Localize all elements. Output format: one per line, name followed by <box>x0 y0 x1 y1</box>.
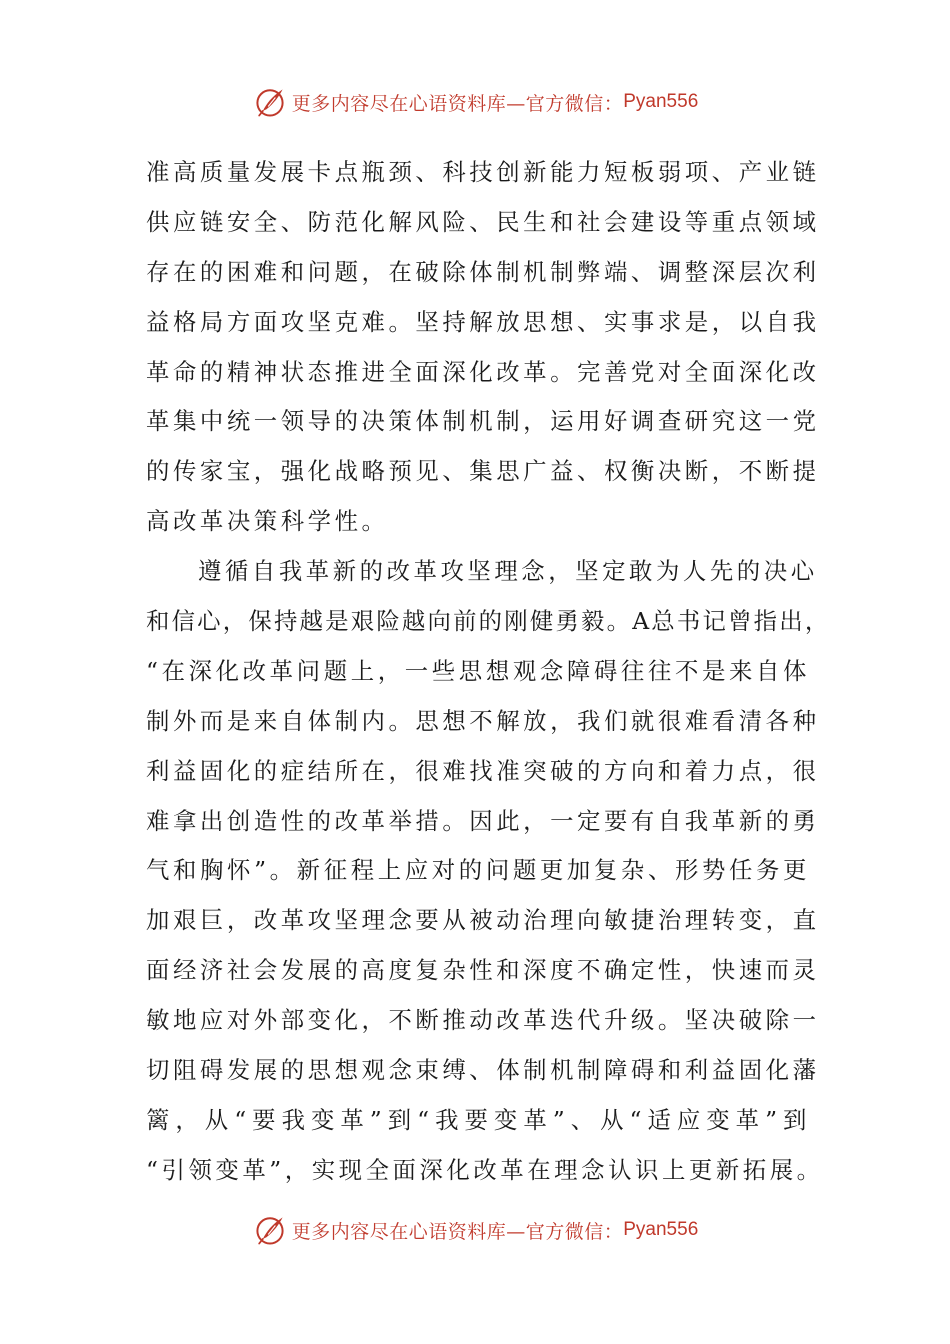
watermark-text: 更多内容尽在心语资料库—官方微信： <box>291 92 624 115</box>
document-body <box>146 148 831 1196</box>
header-watermark <box>0 82 950 122</box>
text-line: 利益固化的症结所在，很难找准突破的方向和着力点，很 <box>146 756 820 785</box>
text-line: 面经济社会发展的高度复杂性和深度不确定性，快速而灵 <box>146 956 820 985</box>
text-line: “引领变革”，实现全面深化改革在理念认识上更新拓展。 <box>146 1155 824 1184</box>
text-line: 和信心，保持越是艰险越向前的刚健勇毅。A总书记曾指出， <box>146 607 831 636</box>
watermark-handle: Pyan556 <box>623 91 699 112</box>
text-line: 革命的精神状态推进全面深化改革。完善党对全面深化改 <box>146 357 820 386</box>
text-line: “在深化改革问题上，一些思想观念障碍往往不是来自体 <box>146 656 810 685</box>
text-line: 气和胸怀”。新征程上应对的问题更加复杂、形势任务更 <box>146 856 810 885</box>
footer-watermark <box>0 1210 950 1250</box>
quill-logo-icon <box>252 84 288 120</box>
watermark-handle: Pyan556 <box>623 1219 699 1240</box>
text-line: 敏地应对外部变化，不断推动改革迭代升级。坚决破除一 <box>146 1006 820 1035</box>
quill-logo-icon <box>252 1212 288 1248</box>
text-line: 准高质量发展卡点瓶颈、科技创新能力短板弱项、产业链 <box>146 158 820 186</box>
text-line: 益格局方面攻坚克难。坚持解放思想、实事求是，以自我 <box>146 307 820 336</box>
text-line: 存在的困难和问题，在破除体制机制弊端、调整深层次利 <box>146 257 820 286</box>
watermark-text: 更多内容尽在心语资料库—官方微信： <box>291 1220 624 1243</box>
text-line: 加艰巨，改革攻坚理念要从被动治理向敏捷治理转变，直 <box>146 906 820 935</box>
text-line: 的传家宝，强化战略预见、集思广益、权衡决断，不断提 <box>146 457 820 486</box>
text-line: 革集中统一领导的决策体制机制，运用好调查研究这一党 <box>146 407 820 436</box>
text-line: 篱，从“要我变革”到“我要变革”、从“适应变革”到 <box>146 1105 810 1134</box>
text-line: 高改革决策科学性。 <box>146 507 389 536</box>
text-line: 切阻碍发展的思想观念束缚、体制机制障碍和利益固化藩 <box>146 1056 820 1085</box>
text-line: 供应链安全、防范化解风险、民生和社会建设等重点领域 <box>146 207 820 236</box>
text-line: 难拿出创造性的改革举措。因此，一定要有自我革新的勇 <box>146 806 820 835</box>
paragraph-start-line: 遵循自我革新的改革攻坚理念，坚定敢为人先的决心 <box>198 557 818 586</box>
text-line: 制外而是来自体制内。思想不解放，我们就很难看清各种 <box>146 706 820 735</box>
